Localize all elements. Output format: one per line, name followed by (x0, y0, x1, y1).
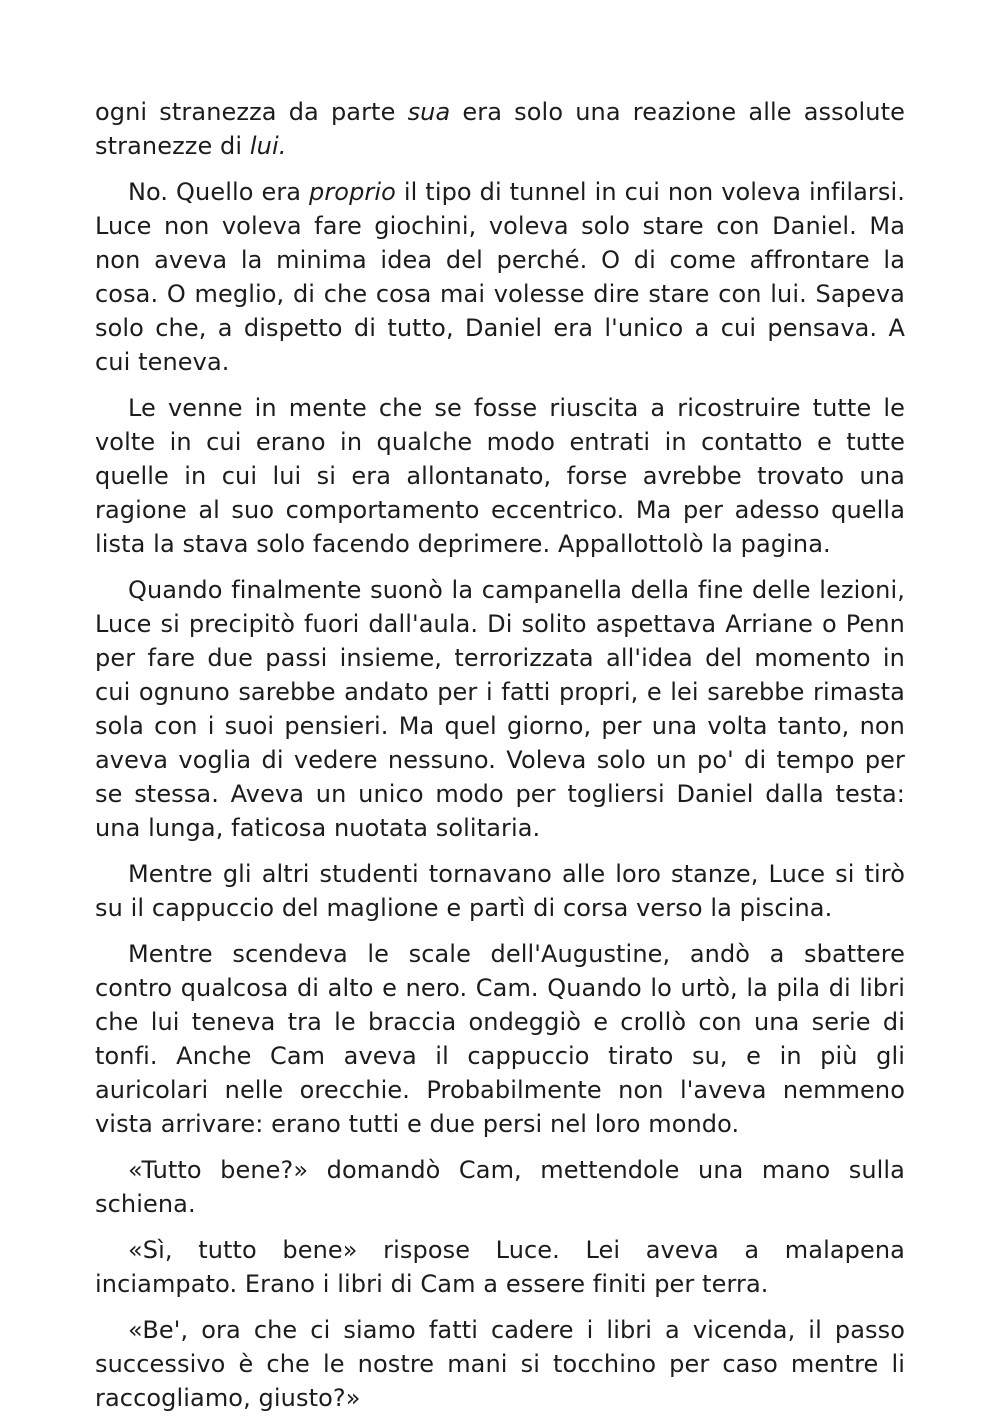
text-run: Quando finalmente suonò la campanella della fine delle lezioni, Luce si precipitò fuori dall'aula. Di solito aspettava Arriane o Penn per fare due passi insieme, terrorizzata all'idea del momento in cui ognuno sarebbe andato per i fatti propri, e lei sarebbe rimasta sola con i suoi pensieri. Ma quel giorno, per una volta tanto, non aveva voglia di vedere nessuno. Voleva solo un po' di tempo per se stessa. Aveva un unico modo per togliersi Daniel dalla testa: una lunga, faticosa nuotata solitaria. (95, 576, 905, 842)
text-run: Mentre gli altri studenti tornavano alle loro stanze, Luce si tirò su il cappuccio del maglione e partì di corsa verso la piscina. (95, 860, 905, 922)
text-run: il tipo di tunnel in cui non voleva infilarsi. Luce non voleva fare giochini, voleva solo stare con Daniel. Ma non aveva la minima idea del perché. O di come affrontare la cosa. O meglio, di che cosa mai volesse dire stare con lui. Sapeva solo che, a dispetto di tutto, Daniel era l'unico a cui pensava. A cui teneva. (95, 178, 905, 376)
emphasis-text: sua (407, 98, 451, 126)
paragraph-dialogue (95, 1153, 905, 1221)
text-run: Mentre scendeva le scale dell'Augustine, andò a sbattere contro qualcosa di alto e nero. Cam. Quando lo urtò, la pila di libri che lui teneva tra le braccia ondeggiò e crollò con una serie di tonfi. Anche Cam aveva il cappuccio tirato su, e in più gli auricolari nelle orecchie. Probabilmente non l'aveva nemmeno vista arrivare: erano tutti e due persi nel loro mondo. (95, 940, 905, 1138)
paragraph-continuation (95, 95, 905, 163)
text-run: era solo una reazione alle assolute stranezze di (95, 98, 905, 160)
emphasis-text: lui. (249, 132, 287, 160)
text-run: ogni stranezza da parte (95, 98, 408, 126)
paragraph-dialogue (95, 1313, 905, 1415)
paragraph (95, 175, 905, 379)
book-page (95, 95, 905, 1427)
paragraph (95, 573, 905, 845)
text-run: No. Quello era (128, 178, 309, 206)
emphasis-text: proprio (309, 178, 396, 206)
paragraph (95, 857, 905, 925)
paragraph (95, 391, 905, 561)
text-run: «Be', ora che ci siamo fatti cadere i libri a vicenda, il passo successivo è che le nostre mani si tocchino per caso mentre li raccogliamo, giusto?» (95, 1316, 905, 1412)
paragraph (95, 937, 905, 1141)
text-run: Le venne in mente che se fosse riuscita a ricostruire tutte le volte in cui erano in qualche modo entrati in contatto e tutte quelle in cui lui si era allontanato, forse avrebbe trovato una ragione al suo comportamento eccentrico. Ma per adesso quella lista la stava solo facendo deprimere. Appallottolò la pagina. (95, 394, 905, 558)
text-run: «Sì, tutto bene» rispose Luce. Lei aveva a malapena inciampato. Erano i libri di Cam a essere finiti per terra. (95, 1236, 905, 1298)
text-run: «Tutto bene?» domandò Cam, mettendole una mano sulla schiena. (95, 1156, 905, 1218)
paragraph-dialogue (95, 1233, 905, 1301)
